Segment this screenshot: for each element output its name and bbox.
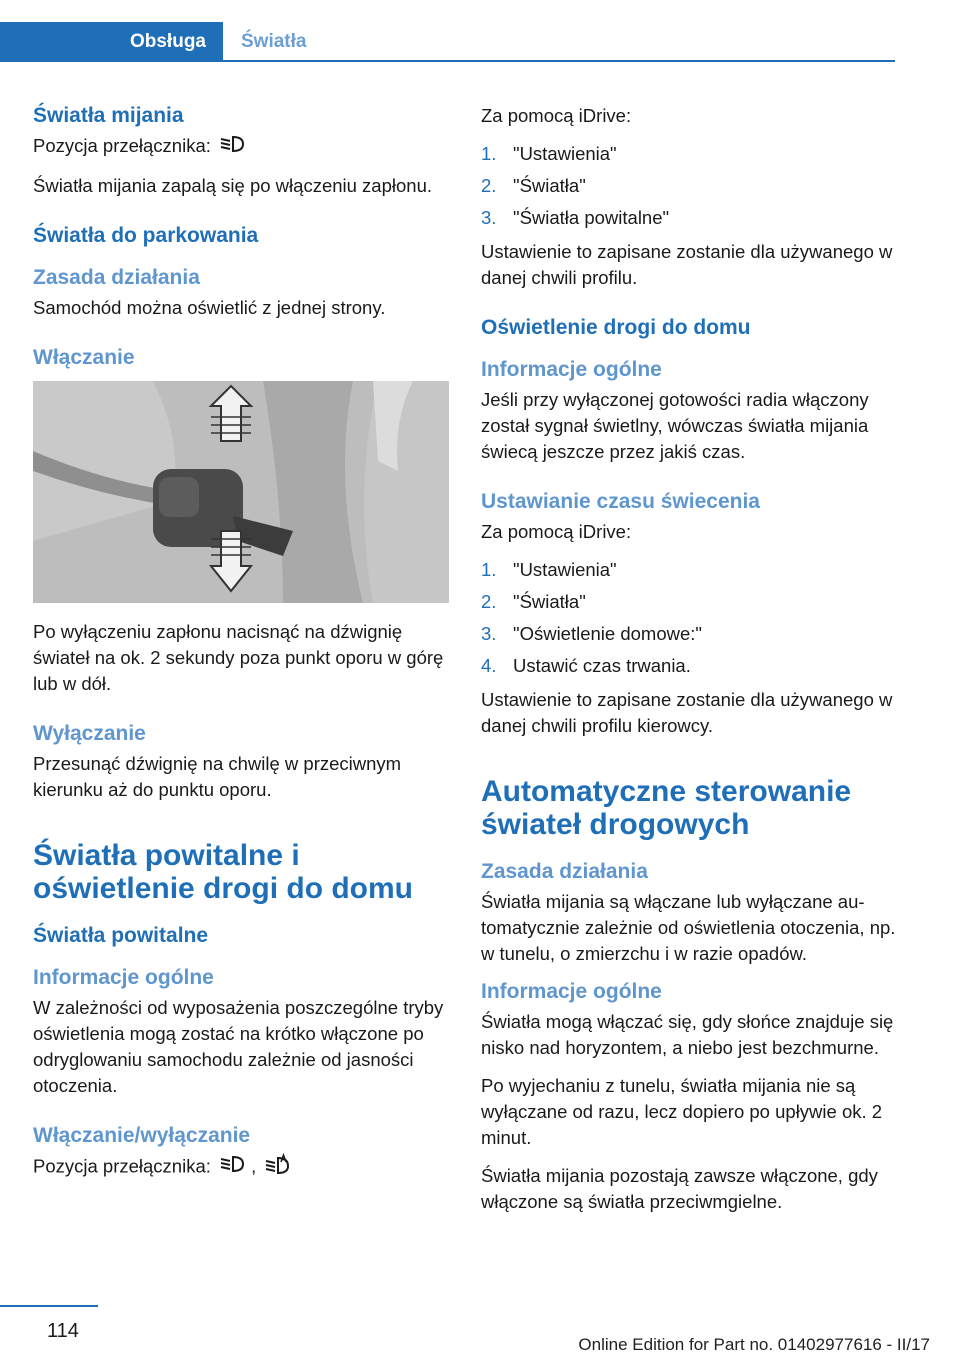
list-item: 2. "Światła" bbox=[481, 175, 586, 196]
heading-informacje-ogolne: Informacje ogólne bbox=[33, 965, 214, 989]
heading-wlaczanie-wylaczanie: Włączanie/wyłączanie bbox=[33, 1123, 251, 1147]
footer-rule bbox=[0, 1305, 98, 1307]
switch-position-text bbox=[33, 1153, 451, 1182]
heading-informacje-ogolne: Informacje ogólne bbox=[481, 358, 662, 381]
heading-ustawianie-czasu: Ustawianie czasu świecenia bbox=[481, 490, 760, 513]
heading-informacje-ogolne: Informacje ogólne bbox=[481, 980, 662, 1003]
heading-zasada-dzialania: Zasada działania bbox=[33, 265, 200, 289]
header-tabs bbox=[0, 22, 895, 62]
heading-swiatla-do-parkowania: Światła do parkowania bbox=[33, 223, 259, 247]
heading-wlaczanie: Włączanie bbox=[33, 345, 135, 369]
header-rule bbox=[0, 60, 895, 62]
heading-wylaczanie: Wyłączanie bbox=[33, 721, 146, 745]
idrive-steps-home bbox=[481, 557, 896, 679]
heading-swiatla-mijania: Światła mijania bbox=[33, 104, 184, 127]
paragraph: Ustawienie to zapisane zostanie dla używanego w danej chwili profilu. bbox=[481, 241, 893, 288]
separator: , bbox=[251, 1155, 257, 1176]
heading-zasada-dzialania: Zasada działania bbox=[481, 860, 648, 883]
heading-automatyczne-sterowanie: Automatyczne sterowanie świateł drogowych bbox=[481, 775, 852, 841]
switch-position-label: Pozycja przełącznika: bbox=[33, 135, 211, 156]
list-item: 1. "Ustawienia" bbox=[481, 143, 617, 164]
page-number: 114 bbox=[47, 1320, 79, 1342]
paragraph: Ustawienie to zapisane zostanie dla używanego w danej chwili profilu kierowcy. bbox=[481, 689, 893, 736]
paragraph: W zależności od wyposażenia poszczególne tryby oświetlenia mogą zostać na krótko włączone po odryglowaniu samochodu zależnie od jasności otoczenia. bbox=[33, 996, 444, 1096]
heading-oswietlenie-drogi-do-domu: Oświetlenie drogi do domu bbox=[481, 316, 751, 339]
switch-position-text bbox=[33, 133, 451, 161]
paragraph: Światła mijania zapalą się po włączeniu zapłonu. bbox=[33, 174, 433, 196]
heading-swiatla-powitalne-i-oswietlenie: Światła powitalne i oświetlenie drogi do domu bbox=[33, 838, 414, 905]
left-column bbox=[33, 103, 451, 1194]
light-lever-illustration bbox=[33, 381, 449, 603]
list-item: 2. "Światła" bbox=[481, 591, 586, 612]
paragraph: Jeśli przy wyłączonej gotowości radia włączony został sygnał świetlny, wówczas światła mijania świecą jeszcze przez jakiś czas. bbox=[481, 389, 869, 462]
right-column bbox=[481, 103, 896, 1227]
list-item: 3. "Oświetlenie domowe:" bbox=[481, 623, 702, 644]
paragraph: Za pomocą iDrive: bbox=[481, 105, 632, 126]
paragraph: Światła mogą włączać się, gdy słońce znajduje się nisko nad horyzontem, a niebo jest bezchmurne. bbox=[481, 1011, 894, 1058]
switch-position-label: Pozycja przełącznika: bbox=[33, 1155, 211, 1176]
auto-headlight-icon bbox=[263, 1153, 291, 1182]
paragraph: Światła mijania pozostają zawsze włączone, gdy włączone są światła przeciwmgielne. bbox=[481, 1165, 878, 1212]
list-item: 3. "Światła powitalne" bbox=[481, 207, 670, 228]
paragraph: Za pomocą iDrive: bbox=[481, 521, 632, 542]
low-beam-icon bbox=[218, 134, 244, 161]
tab-swiatla[interactable]: Światła bbox=[241, 31, 307, 52]
paragraph: Światła mijania są włączane lub wyłączane automatycznie zależnie od oświetlenia otoczenia, np. w tunelu, o zmierzchu i w razie opadów. bbox=[481, 891, 896, 964]
tab-obsluga[interactable]: Obsługa bbox=[0, 22, 223, 62]
heading-swiatla-powitalne: Światła powitalne bbox=[33, 923, 209, 947]
low-beam-icon bbox=[218, 1154, 244, 1181]
paragraph: Samochód można oświetlić z jednej strony. bbox=[33, 296, 386, 318]
idrive-steps-welcome bbox=[481, 141, 896, 231]
paragraph: Przesunąć dźwignię na chwilę w przeciwnym kierunku aż do punktu oporu. bbox=[33, 752, 402, 800]
edition-note: Online Edition for Part no. 01402977616 - II/17 bbox=[578, 1335, 930, 1354]
list-item: 4. Ustawić czas trwania. bbox=[481, 655, 691, 676]
paragraph: Po wyłączeniu zapłonu nacisnąć na dźwignię świateł na ok. 2 sekundy poza punkt oporu w górę lub w dół. bbox=[33, 620, 444, 694]
list-item: 1. "Ustawienia" bbox=[481, 559, 617, 580]
paragraph: Po wyjechaniu z tunelu, światła mijania nie są wyłączane od razu, lecz dopiero po upływie ok. 2 minut. bbox=[481, 1075, 883, 1148]
